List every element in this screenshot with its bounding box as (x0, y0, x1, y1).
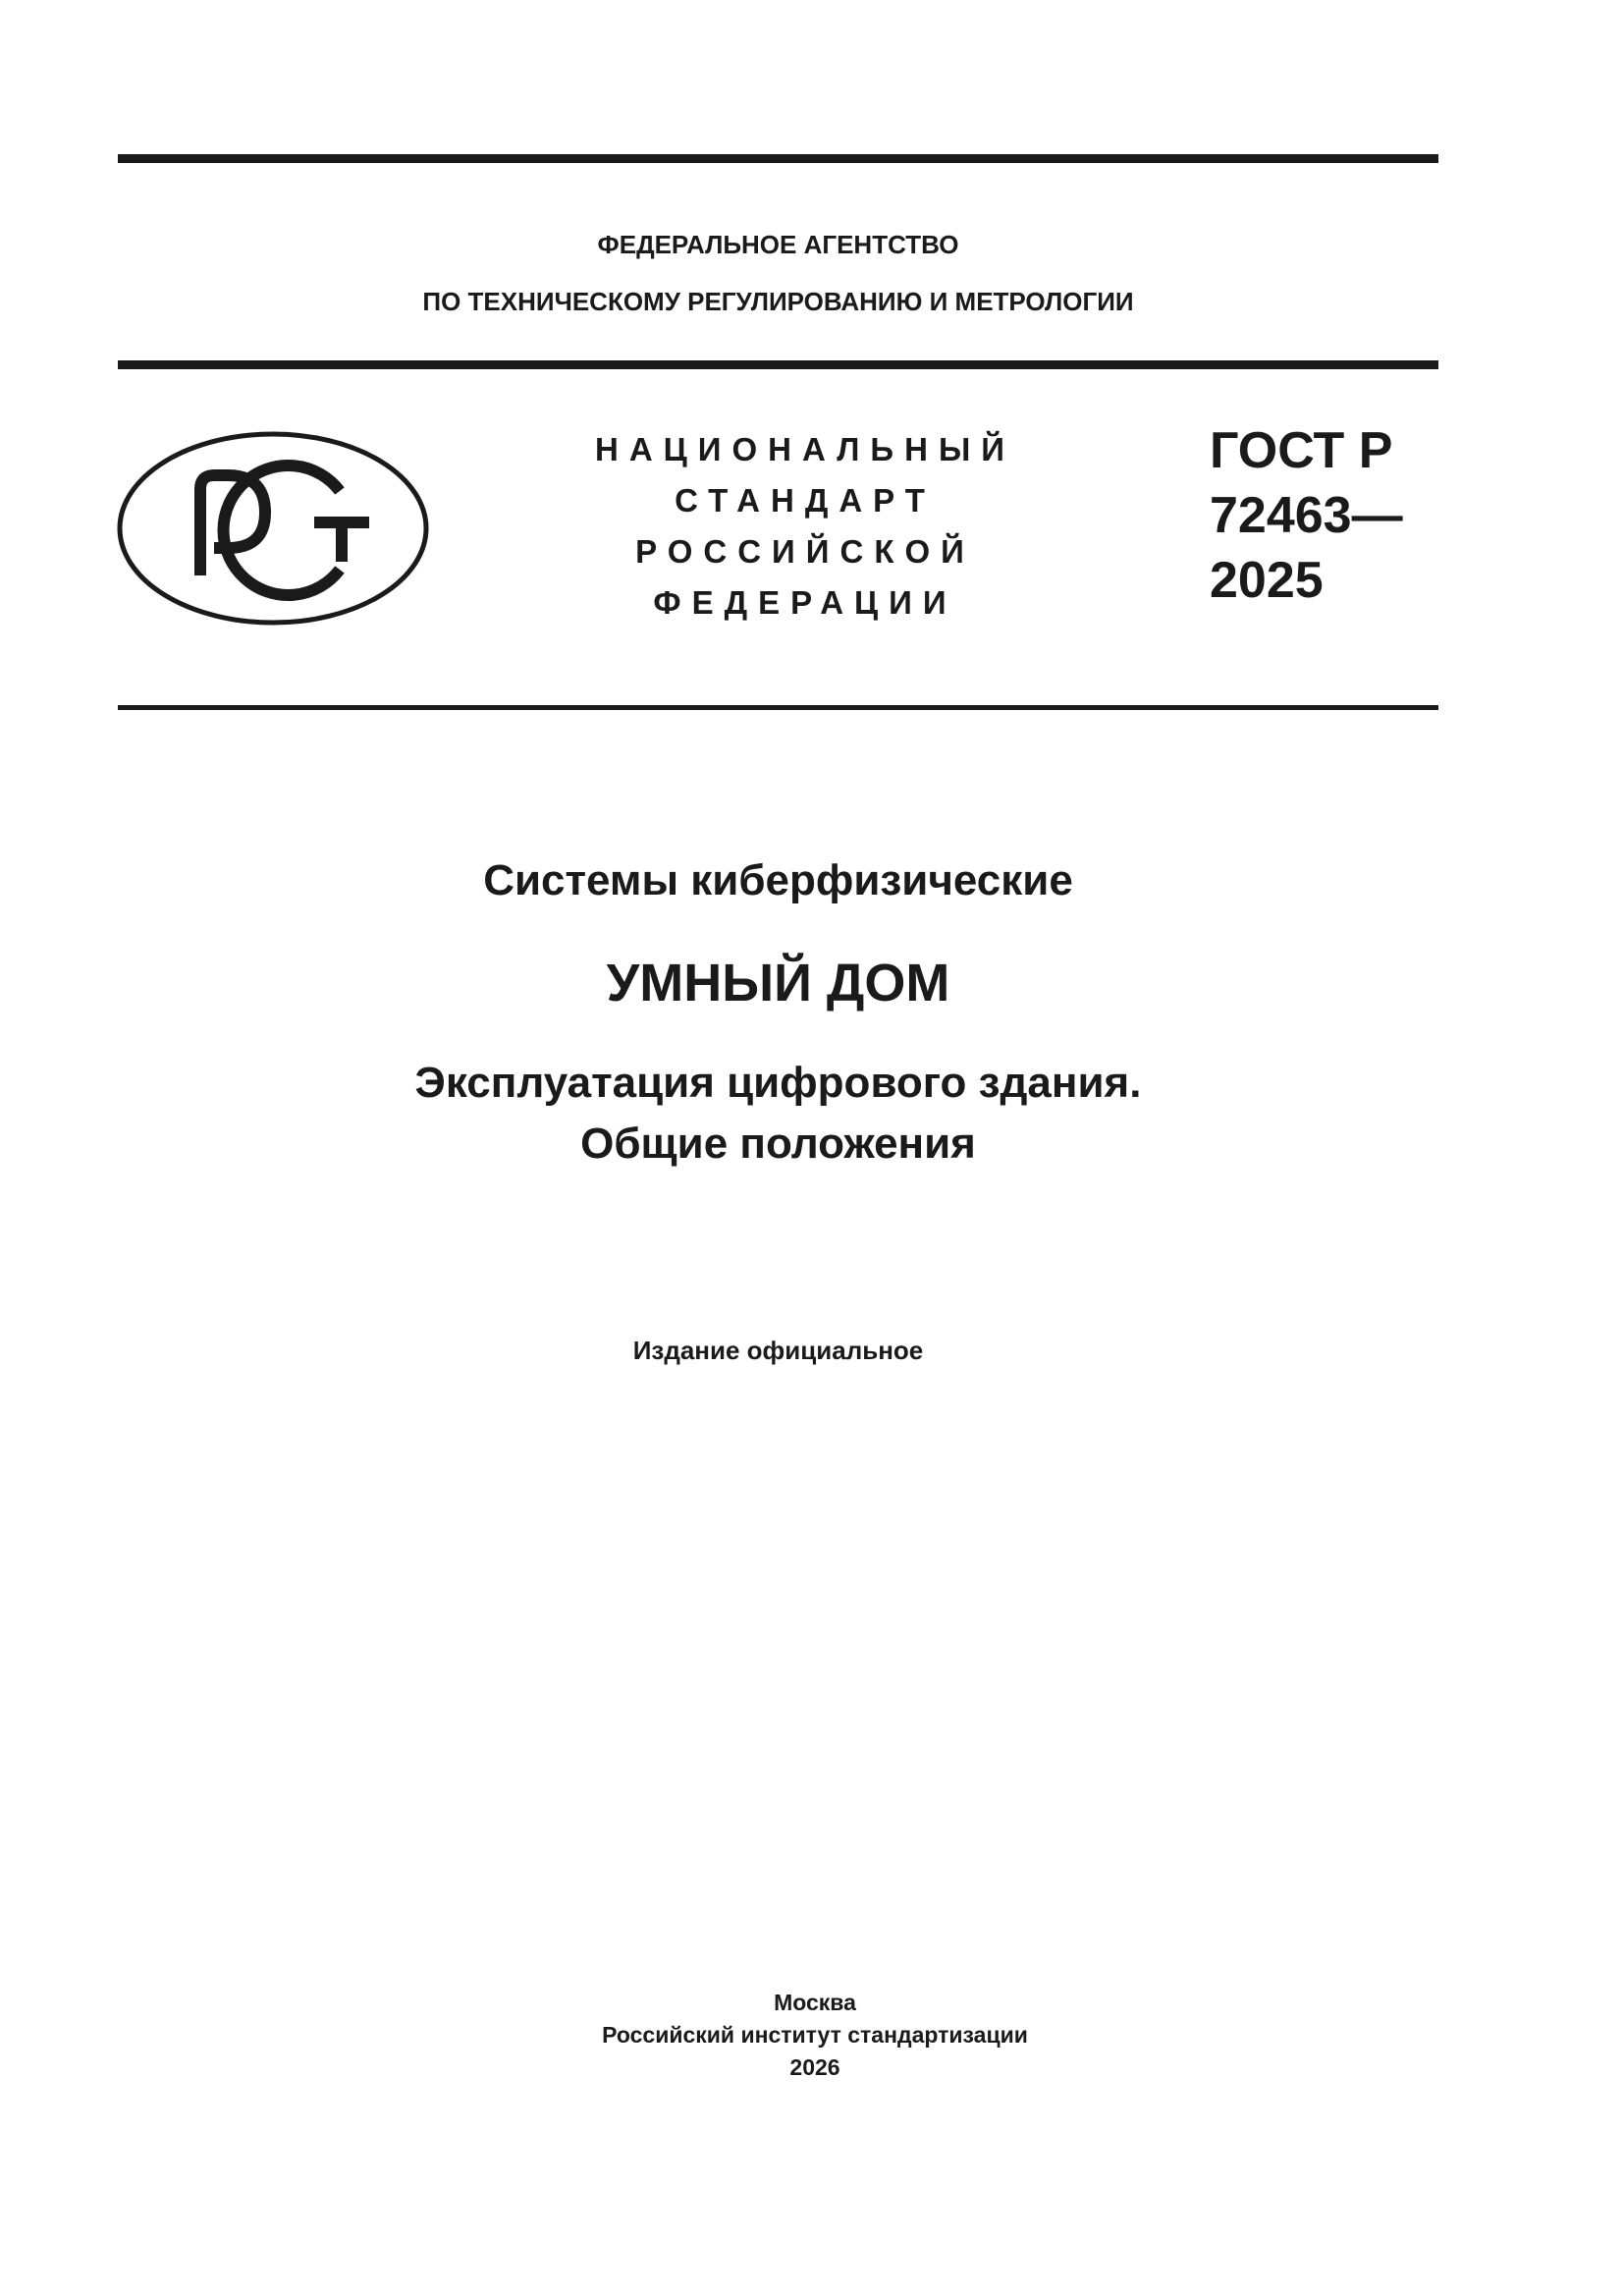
designation-line-1: ГОСТ Р (1210, 422, 1393, 479)
title-line-1: Системы киберфизические (483, 856, 1073, 904)
standard-type-line-1: НАЦИОНАЛЬНЫЙ (595, 431, 1015, 467)
title-line-2: УМНЫЙ ДОМ (606, 954, 950, 1012)
imprint-block (118, 1987, 1512, 2084)
rst-logo-icon (116, 430, 430, 627)
header-bottom-rule (118, 705, 1438, 710)
imprint-city: Москва (774, 1990, 856, 2015)
agency-line-1: ФЕДЕРАЛЬНОЕ АГЕНТСТВО (597, 230, 959, 259)
edition-label: Издание официальное (632, 1336, 924, 1365)
standard-type-line-4: ФЕДЕРАЦИИ (653, 584, 957, 621)
top-rule (118, 154, 1438, 163)
standard-type-line-3: РОССИЙСКОЙ (635, 533, 975, 570)
designation-line-3: 2025 (1210, 552, 1324, 609)
agency-bottom-rule (118, 360, 1438, 369)
title-line-3: Эксплуатация цифрового здания. (414, 1059, 1142, 1107)
designation-block (1210, 418, 1403, 613)
title-block (118, 847, 1438, 1175)
agency-line-2: ПО ТЕХНИЧЕСКОМУ РЕГУЛИРОВАНИЮ И МЕТРОЛОГИИ (422, 287, 1134, 316)
imprint-publisher: Российский институт стандартизации (602, 2022, 1028, 2048)
agency-block (118, 216, 1438, 330)
standard-type-line-2: СТАНДАРТ (675, 482, 936, 519)
designation-line-2: 72463— (1210, 487, 1403, 544)
standard-type-block (550, 424, 1060, 629)
title-line-4: Общие положения (580, 1120, 976, 1168)
imprint-year: 2026 (789, 2054, 840, 2080)
